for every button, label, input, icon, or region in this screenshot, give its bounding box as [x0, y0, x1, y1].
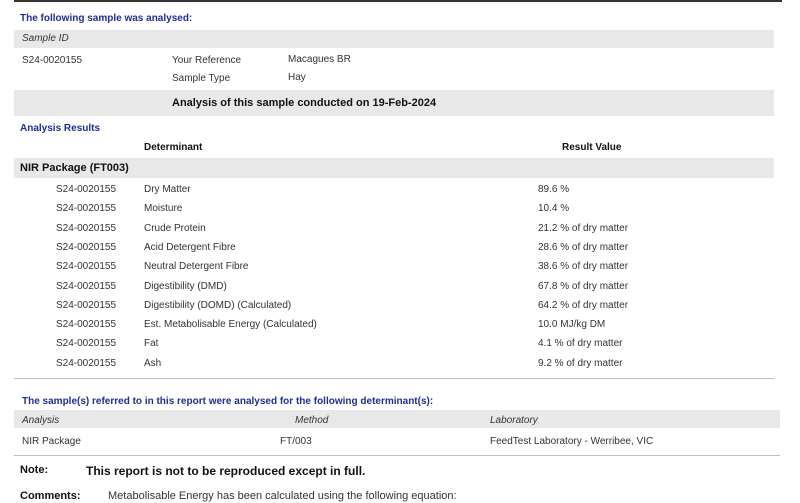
result-value-cell: 38.6 % of dry matter — [538, 261, 629, 273]
determinant-cell: Est. Metabolisable Energy (Calculated) — [144, 319, 317, 331]
result-value-cell: 28.6 % of dry matter — [538, 241, 629, 253]
result-row — [0, 242, 800, 261]
result-row — [0, 203, 800, 222]
result-row — [0, 184, 800, 203]
ref-column-method: Method — [295, 415, 329, 426]
ref-laboratory-value: FeedTest Laboratory - Werribee, VIC — [490, 436, 654, 447]
result-value-cell: 9.2 % of dry matter — [538, 357, 623, 369]
determinant-cell: Ash — [144, 357, 162, 369]
sample-id-cell: S24-0020155 — [56, 222, 117, 234]
sample-id-cell: S24-0020155 — [56, 241, 117, 253]
analysis-date-text: Analysis of this sample conducted on 19-Feb-2024 — [172, 97, 437, 109]
ref-column-analysis: Analysis — [22, 415, 60, 426]
result-row — [0, 319, 800, 338]
sample-id-header-band — [14, 30, 774, 48]
result-value-cell: 64.2 % of dry matter — [538, 299, 629, 311]
determinant-cell: Digestibility (DOMD) (Calculated) — [144, 299, 292, 311]
result-row — [0, 358, 800, 377]
ref-column-laboratory: Laboratory — [490, 415, 538, 426]
comments-text: Metabolisable Energy has been calculated using the following equation: — [108, 490, 457, 502]
result-value-cell: 4.1 % of dry matter — [538, 338, 623, 350]
determinant-cell: Fat — [144, 338, 159, 350]
determinant-cell: Dry Matter — [144, 184, 191, 195]
ref-method-value: FT/003 — [280, 436, 312, 447]
sample-section-title: The following sample was analysed: — [20, 13, 193, 24]
result-row — [0, 261, 800, 280]
result-value-cell: 10.0 MJ/kg DM — [538, 319, 606, 331]
results-bottom-rule — [14, 378, 774, 379]
comments-label: Comments: — [20, 490, 81, 502]
top-rule — [14, 0, 782, 2]
ref-analysis-value: NIR Package — [22, 436, 81, 447]
referred-title: The sample(s) referred to in this report were analysed for the following determinant(s): — [22, 396, 434, 407]
sample-id-cell: S24-0020155 — [56, 299, 117, 311]
your-reference-label: Your Reference — [172, 55, 242, 66]
note-top-rule — [14, 455, 780, 456]
sample-id-cell: S24-0020155 — [56, 184, 117, 195]
sample-id-cell: S24-0020155 — [56, 203, 117, 215]
sample-id-value: S24-0020155 — [22, 55, 83, 66]
result-row — [0, 281, 800, 300]
result-row — [0, 223, 800, 242]
column-header-result: Result Value — [562, 142, 622, 153]
your-reference-value: Macagues BR — [288, 54, 351, 65]
determinant-cell: Crude Protein — [144, 222, 206, 234]
determinant-cell: Neutral Detergent Fibre — [144, 261, 249, 273]
result-value-cell: 89.6 % — [538, 184, 570, 195]
sample-id-cell: S24-0020155 — [56, 357, 117, 369]
determinant-cell: Digestibility (DMD) — [144, 280, 227, 292]
sample-type-label: Sample Type — [172, 73, 231, 84]
sample-id-cell: S24-0020155 — [56, 261, 117, 273]
column-header-determinant: Determinant — [144, 142, 203, 153]
result-value-cell: 67.8 % of dry matter — [538, 280, 629, 292]
sample-id-cell: S24-0020155 — [56, 319, 117, 331]
note-text: This report is not to be reproduced except in full. — [86, 464, 366, 478]
sample-type-value: Hay — [288, 72, 306, 83]
sample-id-label: Sample ID — [22, 33, 69, 44]
note-label: Note: — [20, 464, 49, 476]
result-row — [0, 300, 800, 319]
sample-id-cell: S24-0020155 — [56, 338, 117, 350]
result-value-cell: 21.2 % of dry matter — [538, 222, 629, 234]
sample-id-cell: S24-0020155 — [56, 280, 117, 292]
result-value-cell: 10.4 % — [538, 203, 570, 215]
referred-header-band — [14, 410, 780, 428]
result-row — [0, 338, 800, 357]
package-name: NIR Package (FT003) — [20, 162, 129, 174]
determinant-cell: Acid Detergent Fibre — [144, 241, 236, 253]
determinant-cell: Moisture — [144, 203, 183, 215]
results-title: Analysis Results — [20, 123, 101, 134]
